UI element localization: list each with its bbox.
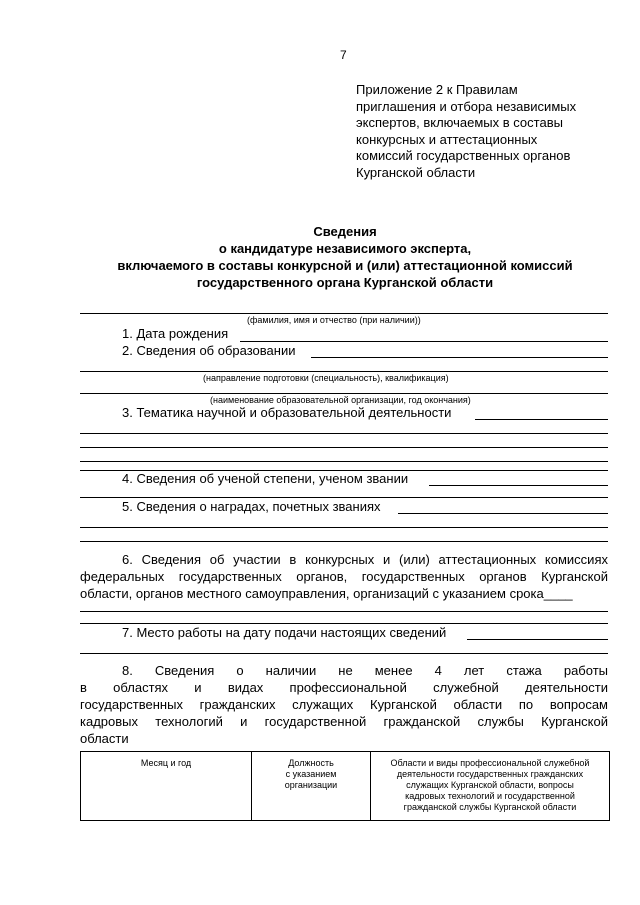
title-line: Сведения <box>313 224 377 239</box>
table-header-text: организации <box>284 780 338 790</box>
degree-line[interactable] <box>429 485 608 486</box>
research-topic-label: 3. Тематика научной и образовательной деятельности <box>122 405 452 420</box>
awards-line[interactable] <box>80 527 608 528</box>
appendix-line: экспертов, включаемых в составы <box>356 115 563 130</box>
fio-caption: (фамилия, имя и отчество (при наличии)) <box>247 315 421 325</box>
commissions-line[interactable] <box>80 623 608 624</box>
table-header-text: Месяц и год <box>140 758 192 768</box>
appendix-line: Курганской области <box>356 164 476 180</box>
institution-caption: (наименование образовательной организации, год окончания) <box>210 395 471 405</box>
fio-line[interactable] <box>80 313 608 314</box>
commissions-paragraph <box>80 551 608 602</box>
paragraph-line: кадровых технологий и государственной гражданской службы Курганской <box>80 714 608 729</box>
commissions-line[interactable] <box>80 611 608 612</box>
page-number: 7 <box>340 48 347 62</box>
paragraph-line: 8. Сведения о наличии не менее 4 лет стажа работы <box>122 663 608 678</box>
specialty-caption: (направление подготовки (специальность), квалификация) <box>203 373 449 383</box>
work-place-label: 7. Место работы на дату подачи настоящих сведений <box>122 625 447 640</box>
paragraph-line: 6. Сведения об участии в конкурсных и (или) аттестационных комиссиях <box>122 552 608 567</box>
education-line[interactable] <box>311 357 608 358</box>
appendix-line: конкурсных и аттестационных <box>356 131 538 147</box>
title-line: включаемого в составы конкурсной и (или) аттестационной комиссий <box>117 258 573 273</box>
work-place-line[interactable] <box>467 639 608 640</box>
experience-paragraph <box>80 662 608 747</box>
table-header-text: гражданской службы Курганской области <box>403 802 577 812</box>
appendix-line: Приложение 2 к Правилам <box>356 82 518 97</box>
birth-date-line[interactable] <box>240 341 608 342</box>
work-place-line[interactable] <box>80 653 608 654</box>
specialty-line[interactable] <box>80 371 608 372</box>
table-header-text: Должность <box>288 758 334 768</box>
research-topic-line[interactable] <box>80 461 608 462</box>
awards-label: 5. Сведения о наградах, почетных званиях <box>122 499 381 514</box>
table-header-text: деятельности государственных гражданских <box>396 769 584 779</box>
degree-line[interactable] <box>80 497 608 498</box>
title-line: о кандидатуре независимого эксперта, <box>218 241 472 256</box>
table-header-row <box>81 752 610 821</box>
appendix-header <box>356 82 576 181</box>
paragraph-line: области <box>80 731 129 746</box>
birth-date-label: 1. Дата рождения <box>122 326 229 341</box>
degree-label: 4. Сведения об ученой степени, ученом звании <box>122 471 409 486</box>
title-line: государственного органа Курганской области <box>196 275 494 290</box>
institution-line[interactable] <box>80 393 608 394</box>
education-label: 2. Сведения об образовании <box>122 343 296 358</box>
paragraph-line: области, органов местного самоуправления, организаций с указанием срока____ <box>80 586 573 601</box>
table-header-text: кадровых технологий и государственной <box>405 791 575 801</box>
table-header-text: с указанием <box>285 769 337 779</box>
table-header-month-year <box>81 752 252 821</box>
paragraph-line: в областях и видах профессиональной служебной деятельности <box>80 680 608 695</box>
paragraph-line: федеральных государственных органов, государственных органов Курганской <box>80 569 608 584</box>
awards-line[interactable] <box>398 513 608 514</box>
research-topic-line[interactable] <box>80 447 608 448</box>
research-topic-line[interactable] <box>80 433 608 434</box>
document-title <box>80 223 610 291</box>
table-header-areas <box>371 752 610 821</box>
awards-line[interactable] <box>80 541 608 542</box>
table-header-position <box>252 752 371 821</box>
table-header-text: Области и виды профессиональной служебной <box>390 758 590 768</box>
research-topic-line[interactable] <box>475 419 608 420</box>
appendix-line: комиссий государственных органов <box>356 148 571 163</box>
appendix-line: приглашения и отбора независимых <box>356 98 577 114</box>
paragraph-line: государственных гражданских служащих Курганской области по вопросам <box>80 697 608 712</box>
table-header-text: служащих Курганской области, вопросы <box>406 780 574 790</box>
experience-table <box>80 751 610 821</box>
